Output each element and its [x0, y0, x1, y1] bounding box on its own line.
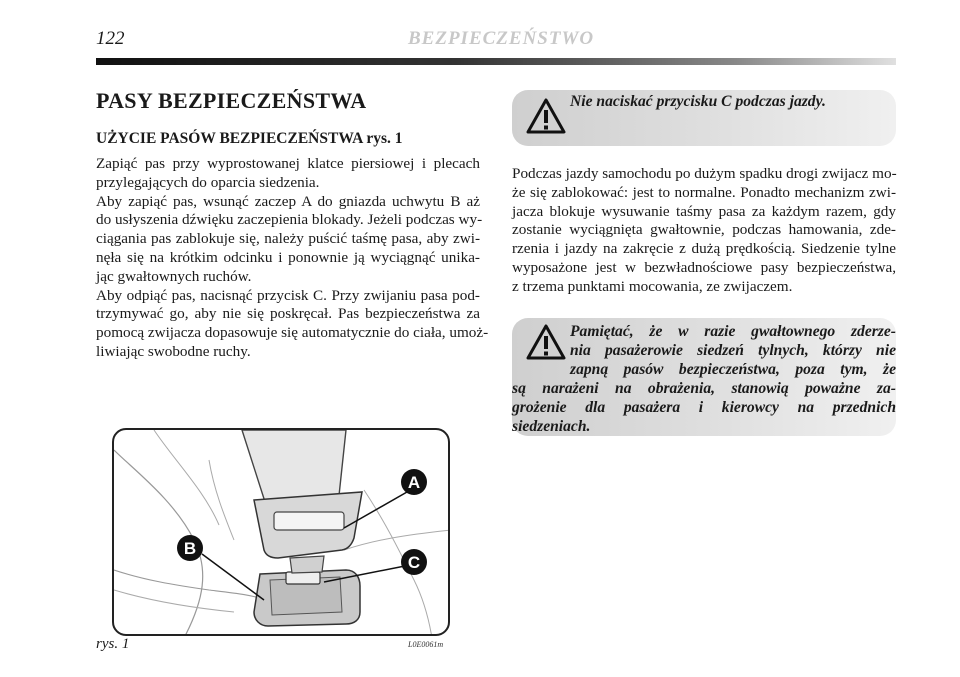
warning-line: zapną pasów bezpieczeństwa, poza tym, że — [570, 361, 896, 378]
text-line: zostanie wyciągnięta gwałtownie, podczas hamowania, zde- — [512, 221, 896, 239]
warning-box-2 — [512, 318, 896, 436]
right-column — [512, 165, 896, 297]
warning-text-2 — [512, 322, 896, 436]
text-line: liwiając swobodne ruchy. — [96, 342, 251, 360]
text-line: Aby odpiąć pas, nacisnąć przycisk C. Przy zwijaniu pasa pod- — [96, 286, 480, 304]
label-b: B — [183, 539, 197, 558]
text-line: nęła się na krótkim odcinku i ponownie ją wyciągnąć unika- — [96, 248, 480, 266]
text-line: ciągania pas zablokuje się, należy puścić taśmę pasa, aby zwi- — [96, 230, 480, 248]
warning-line: Pamiętać, że w razie gwałtownego zderze- — [570, 323, 896, 340]
text-line: do usłyszenia dźwięku zaczepienia blokady. Jeżeli podczas wy- — [96, 211, 483, 229]
warning-text-1: Nie naciskać przycisku C podczas jazdy. — [570, 93, 826, 110]
text-line: rzenia i jazdy na zakręcie z dużą prędkością. Siedzenie tylne — [512, 240, 896, 258]
seatbelt-illustration — [114, 430, 450, 636]
header-title: BEZPIECZEŃSTWO — [408, 28, 595, 49]
seatbelt-figure — [112, 428, 450, 636]
text-line: z trzema punktami mocowania, ze zwijaczem. — [512, 277, 793, 295]
warning-line: nia pasażerowie siedzeń tylnych, którzy nie — [570, 342, 896, 359]
page-number: 122 — [96, 28, 125, 49]
warning-box-1 — [512, 90, 896, 146]
text-line: pomocą zwijacza dopasowuje się automatycznie do ciała, umoż- — [96, 324, 489, 342]
header-rule — [96, 58, 896, 65]
text-line: jacza blokuje wysuwanie taśmy pasa za każdym razem, gdy — [512, 202, 896, 220]
section-title: PASY BEZPIECZEŃSTWA — [96, 88, 367, 113]
figure-code: L0E0061m — [408, 640, 444, 649]
text-line: Podczas jazdy samochodu po dużym spadku drogi zwijacz mo- — [512, 165, 897, 182]
label-c: C — [407, 553, 421, 572]
warning-line: siedzeniach. — [512, 418, 591, 435]
text-line: wyposażone jest w bezwładnościowe pasy bezpieczeństwa, — [512, 258, 896, 276]
label-a: A — [407, 473, 421, 492]
left-column — [96, 155, 489, 362]
warning-line: są narażeni na obrażenia, stanowią poważne za- — [512, 380, 896, 397]
warning-triangle-icon — [526, 98, 566, 134]
text-line: Aby zapiąć pas, wsunąć zaczep A do gniazda uchwytu B aż — [96, 192, 480, 210]
text-line: że się zablokować: jest to normalne. Ponadto mechanizm zwi- — [512, 183, 896, 201]
text-line: jąc gwałtownych ruchów. — [96, 267, 252, 285]
warning-line: grożenie dla pasażera i kierowcy na przednich — [512, 399, 896, 416]
text-line: przylegających do oparcia siedzenia. — [96, 173, 320, 191]
figure-caption: rys. 1 — [96, 636, 130, 652]
text-line: Zapiąć pas przy wyprostowanej klatce piersiowej i plecach — [96, 155, 480, 172]
text-line: trzymywać go, aby nie się poskręcał. Pas bezpieczeństwa za — [96, 305, 480, 323]
sub-title: UŻYCIE PASÓW BEZPIECZEŃSTWA rys. 1 — [96, 130, 403, 147]
